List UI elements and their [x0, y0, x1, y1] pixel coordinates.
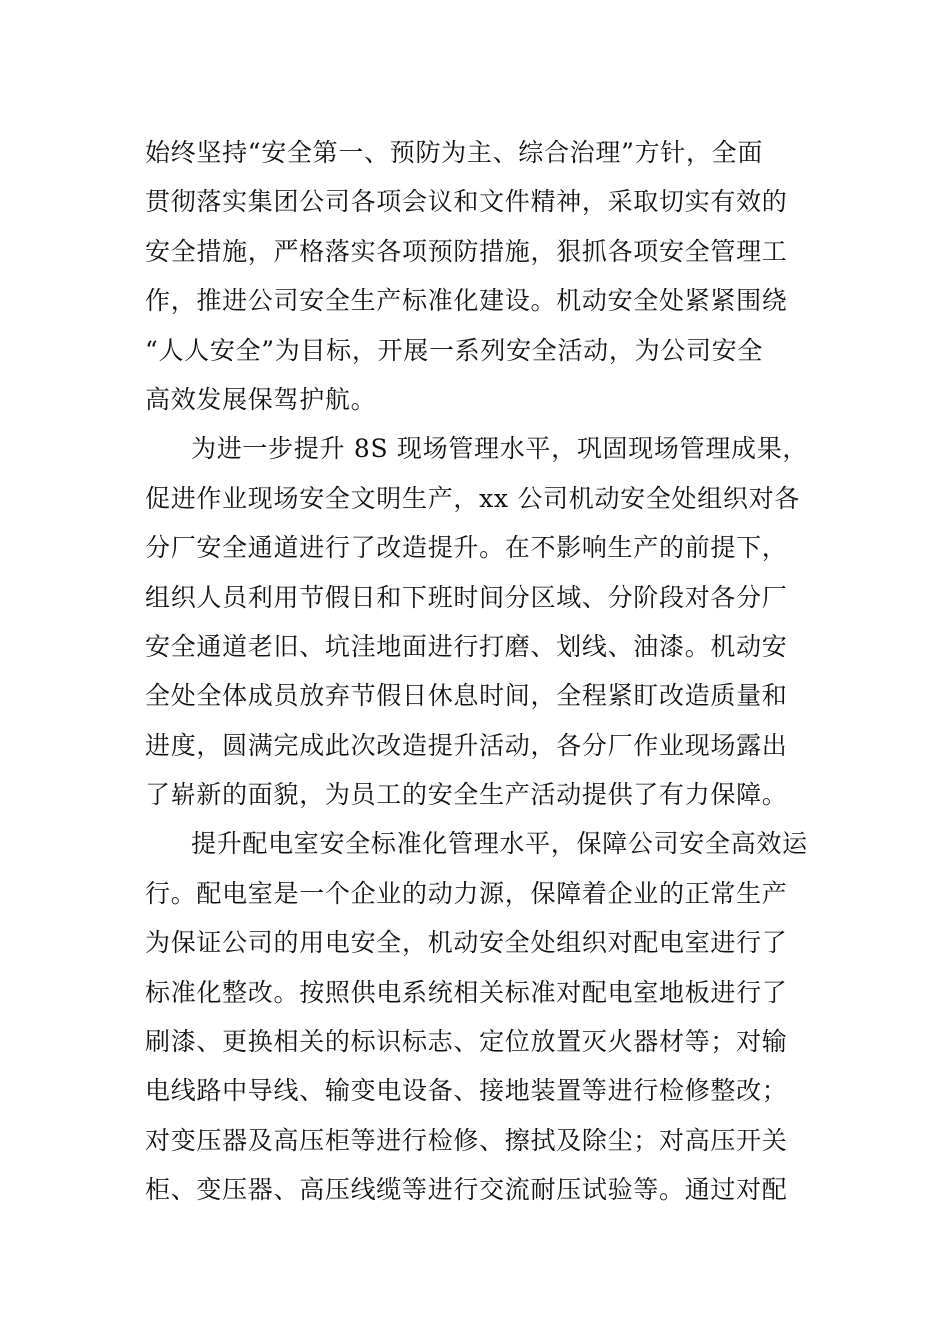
document-body	[145, 128, 810, 1215]
text-line: 贯彻落实集团公司各项会议和文件精神，采取切实有效的	[145, 187, 788, 217]
text-line-first: 为进一步提升 8S 现场管理水平，巩固现场管理成果，	[191, 434, 809, 464]
text-line-first: 提升配电室安全标准化管理水平，保障公司安全高效运	[191, 829, 808, 859]
text-line: 作，推进公司安全生产标准化建设。机动安全处紧紧围绕	[145, 286, 788, 316]
text-line: 始终坚持“安全第一、预防为主、综合治理”方针，全面	[145, 138, 764, 167]
text-line: 对变压器及高压柜等进行检修、擦拭及除尘；对高压开关	[145, 1125, 788, 1155]
text-line: 安全措施，严格落实各项预防措施，狠抓各项安全管理工	[145, 236, 788, 266]
text-line: 为保证公司的用电安全，机动安全处组织对配电室进行了	[145, 928, 788, 958]
text-line: 全处全体成员放弃节假日休息时间，全程紧盯改造质量和	[145, 681, 788, 711]
text-line: 安全通道老旧、坑洼地面进行打磨、划线、油漆。机动安	[145, 631, 788, 661]
text-line: 分厂安全通道进行了改造提升。在不影响生产的前提下，	[145, 533, 788, 563]
text-line: 刷漆、更换相关的标识标志、定位放置灭火器材等；对输	[145, 1027, 788, 1057]
text-line: 行。配电室是一个企业的动力源，保障着企业的正常生产	[145, 878, 788, 908]
text-line: 高效发展保驾护航。	[145, 384, 377, 414]
text-line: “人人安全”为目标，开展一系列安全活动，为公司安全	[145, 335, 764, 365]
paragraph-3	[145, 819, 810, 1214]
text-line: 进度，圆满完成此次改造提升活动，各分厂作业现场露出	[145, 730, 788, 760]
text-line: 柜、变压器、高压线缆等进行交流耐压试验等。通过对配	[145, 1175, 788, 1205]
paragraph-1	[145, 128, 810, 424]
text-line: 标准化整改。按照供电系统相关标准对配电室地板进行了	[145, 977, 788, 1007]
text-line: 了崭新的面貌，为员工的安全生产活动提供了有力保障。	[145, 780, 788, 810]
paragraph-2	[145, 424, 810, 819]
text-line: 组织人员利用节假日和下班时间分区域、分阶段对各分厂	[145, 582, 788, 612]
text-line: 促进作业现场安全文明生产，xx 公司机动安全处组织对各	[145, 483, 801, 513]
text-line: 电线路中导线、输变电设备、接地装置等进行检修整改；	[145, 1076, 788, 1106]
